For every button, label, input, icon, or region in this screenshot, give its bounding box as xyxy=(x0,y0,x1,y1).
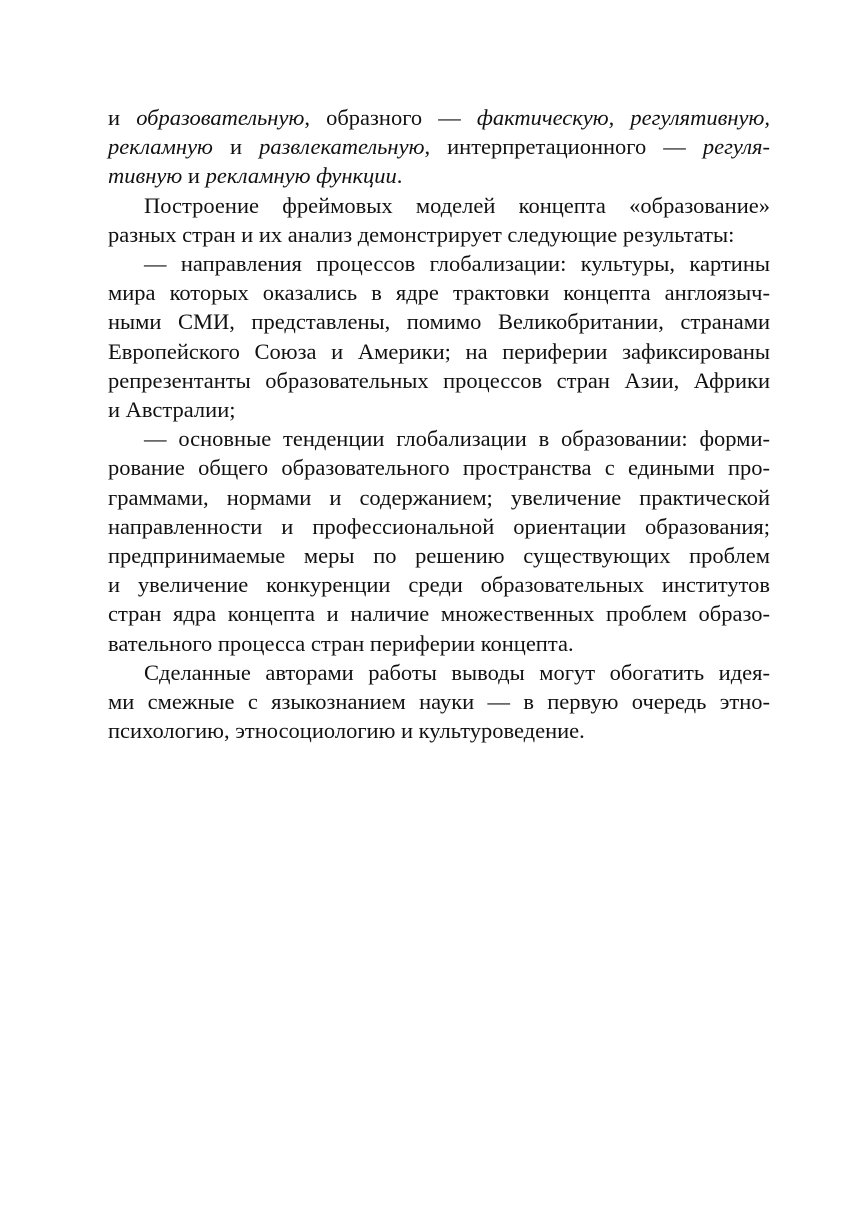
text-line: предпринимаемые меры по решению существующих проблем xyxy=(108,543,770,569)
italic-term: рекламную xyxy=(108,134,213,160)
text-line: стран ядра концепта и наличие множественных проблем образо- xyxy=(108,601,770,627)
text-line: разных стран и их анализ демонстрирует следующие результаты: xyxy=(108,221,735,247)
text-line: психологию, этносоциологию и культуроведение. xyxy=(108,718,585,744)
text-line: вательного процесса стран периферии концепта. xyxy=(108,630,574,656)
text-line: Сделанные авторами работы выводы могут обогатить идея- xyxy=(144,659,770,685)
text-line: и увеличение конкуренции среди образовательных институтов xyxy=(108,572,770,598)
text-line: Европейского Союза и Америки; на периферии зафиксированы xyxy=(108,338,770,364)
italic-term: рекламную функции xyxy=(205,163,397,189)
text-line: мира которых оказались в ядре трактовки концепта англоязыч- xyxy=(108,280,770,306)
text-line: граммами, нормами и содержанием; увеличение практической xyxy=(108,484,770,510)
text-line: ми смежные с языкознанием науки — в первую очередь этно- xyxy=(108,689,770,715)
italic-term: фактическую, регулятивную, xyxy=(476,105,771,130)
paragraph-globalization-trends xyxy=(108,424,770,658)
text-line: — направления процессов глобализации: культуры, картины xyxy=(144,251,770,277)
paragraph-globalization-directions xyxy=(108,249,770,424)
italic-term: регуля- xyxy=(702,134,770,160)
paragraph-conclusions xyxy=(108,658,770,746)
text-line: и образовательную, образного — фактическую, регулятивную, xyxy=(108,105,771,130)
italic-term: развлекательную xyxy=(259,134,425,160)
document-page xyxy=(108,103,770,745)
text-line: тивную и рекламную функции. xyxy=(108,163,403,189)
text-line: направленности и профессиональной ориентации образования; xyxy=(108,513,770,539)
text-line: рование общего образовательного пространства с едиными про- xyxy=(108,455,770,481)
italic-term: тивную xyxy=(108,163,183,189)
text-line: — основные тенденции глобализации в образовании: форми- xyxy=(144,426,770,452)
text-line: репрезентанты образовательных процессов стран Азии, Африки xyxy=(108,367,770,393)
italic-term: образовательную xyxy=(136,105,305,130)
text-line: и Австралии; xyxy=(108,397,236,423)
paragraph-frame-models xyxy=(108,191,770,249)
text-line: рекламную и развлекательную, интерпретационного — регуля- xyxy=(108,134,770,160)
text-line: Построение фреймовых моделей концепта «образование» xyxy=(144,192,770,218)
paragraph-functions-continuation xyxy=(108,103,770,191)
text-line: ными СМИ, представлены, помимо Великобритании, странами xyxy=(108,309,770,335)
